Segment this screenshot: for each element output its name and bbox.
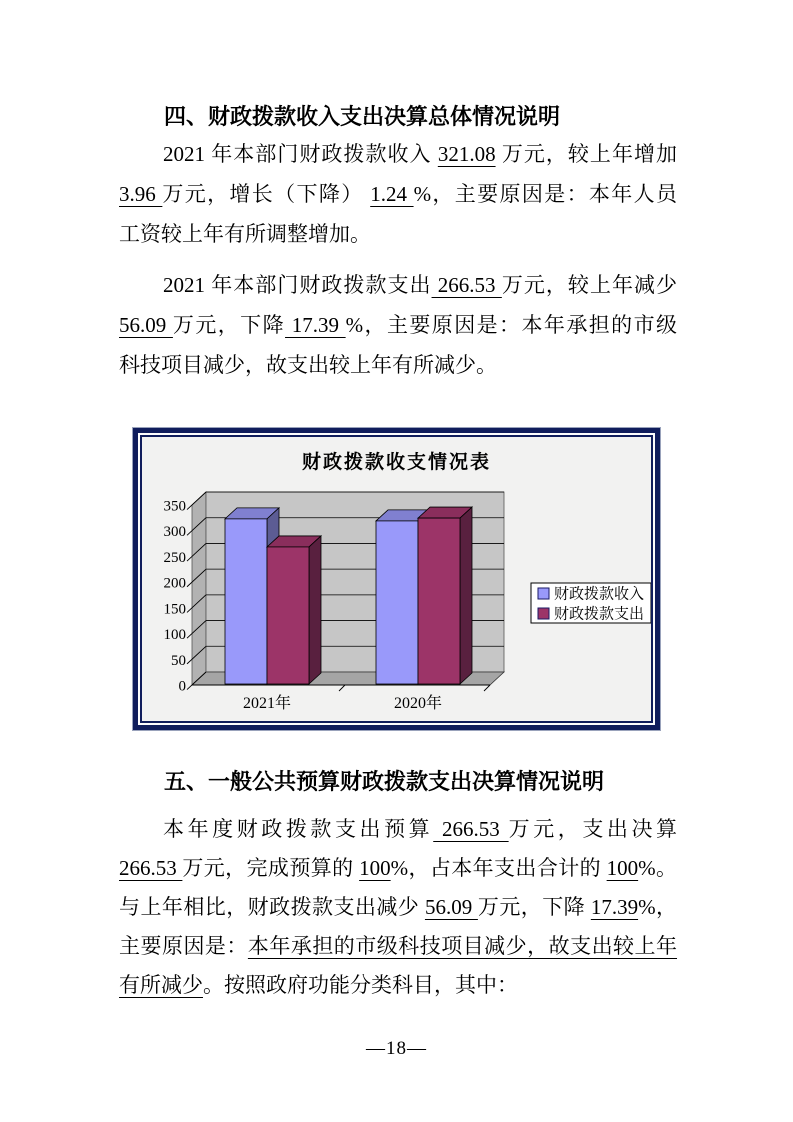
underlined-value: 100 [606,856,639,880]
text-segment: %。 [638,856,678,880]
text-line [119,810,677,849]
text-segment: %，占本年支出合计的 [390,856,607,880]
section4-heading: 四、财政拨款收入支出决算总体情况说明 [164,105,561,130]
text-line [119,174,677,214]
y-axis-label: 50 [171,652,186,669]
section5-paragraph-1 [119,810,677,1005]
legend-label: 财政拨款收入 [554,586,645,603]
underlined-value: 有所减少 [119,973,203,997]
text-line [119,849,677,888]
underlined-value: 56.09 [424,895,478,919]
legend-swatch [538,608,549,619]
text-segment: 万元，支出决算 [508,817,678,841]
underlined-value: 266.53 [433,817,509,841]
plot-side-wall [192,492,206,685]
text-line [119,927,677,966]
text-segment: 科技项目减少，故支出较上年有所减少。 [119,353,497,377]
underlined-value: 266.53 [431,273,502,297]
y-axis-label: 350 [163,498,186,515]
y-axis-label: 150 [163,601,186,618]
underlined-value: 1.24 [370,182,414,206]
text-segment: %， [638,895,678,919]
text-segment: 万元，完成预算的 [182,856,360,880]
text-line [119,305,677,345]
text-segment: 与上年相比，财政拨款支出减少 [119,895,425,919]
text-segment: 万元，增长（下降） [162,182,371,206]
y-axis-label: 250 [163,549,186,566]
x-axis-tick [484,685,490,691]
chart-frame-inner-gap [138,433,655,725]
text-line [119,966,677,1005]
bar-2021年-expense [267,547,309,684]
text-segment: %，主要原因是：本年承担的市级 [345,313,678,337]
text-segment: 。按照政府功能分类科目，其中： [203,973,518,997]
text-line [119,888,677,927]
chart-title: 财政拨款收支情况表 [301,452,491,473]
y-axis-label: 0 [178,678,186,695]
underlined-value: 17.39 [285,313,346,337]
section5-heading: 五、一般公共预算财政拨款支出决算情况说明 [164,770,605,795]
text-segment: 本年度财政拨款支出预算 [163,817,434,841]
chart-frame [132,427,661,731]
text-segment: %，主要原因是：本年人员 [413,182,678,206]
text-segment: 2021 年本部门财政拨款收入 [163,142,438,166]
page-number: —18— [366,1038,427,1059]
bar-side-2021年-expense [309,536,321,684]
underlined-value: 100 [359,856,391,880]
text-segment: 万元，较上年减少 [501,273,678,297]
y-axis-label: 300 [163,524,186,541]
text-segment: 万元，较上年增加 [495,142,678,166]
text-line [119,345,677,385]
section4-paragraph-1 [119,134,677,254]
y-axis-label: 200 [163,575,186,592]
underlined-value: 321.08 [437,142,496,166]
chart-frame-inner-line [140,435,653,723]
chart-area [142,437,651,721]
bar-2021年-income [225,519,267,684]
text-segment: 工资较上年有所调整增加。 [119,222,371,246]
chart-canvas [142,437,651,721]
underlined-value: 17.39 [590,895,639,919]
text-line [119,214,677,254]
x-axis-tick [339,685,345,691]
text-segment: 主要原因是： [119,934,248,958]
bar-2020年-income [376,521,418,684]
text-segment: 2021 年本部门财政拨款支出 [163,273,432,297]
bar-2020年-expense [418,518,460,684]
underlined-value: 本年承担的市级科技项目减少，故支出较上年 [247,934,678,958]
x-axis-label: 2020年 [393,695,443,712]
section4-paragraph-2 [119,265,677,385]
bar-side-2020年-expense [460,507,472,684]
text-line [119,134,677,174]
legend-label: 财政拨款支出 [554,606,645,623]
underlined-value: 56.09 [119,313,173,337]
x-axis-label: 2021年 [242,695,292,712]
y-axis-label: 100 [163,627,186,644]
text-segment: 万元，下降 [172,313,286,337]
underlined-value: 3.96 [119,182,163,206]
underlined-value: 266.53 [119,856,183,880]
text-segment: 万元，下降 [477,895,591,919]
text-line [119,265,677,305]
legend-swatch [538,588,549,599]
